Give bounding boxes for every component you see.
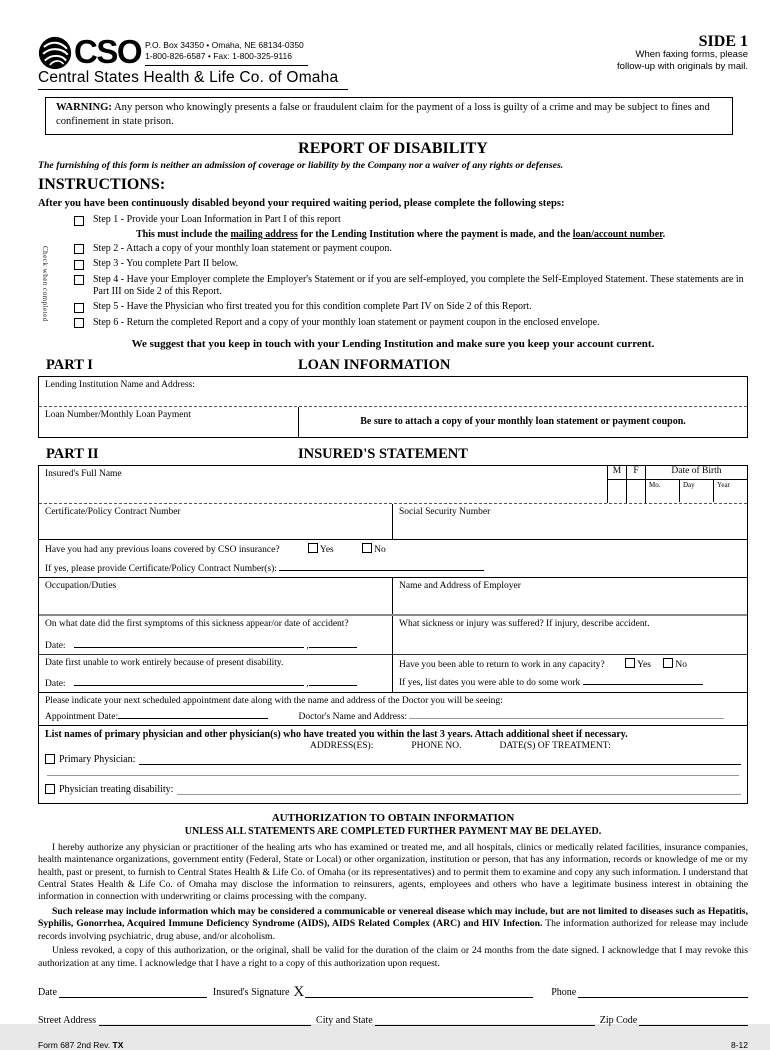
- part2-table: [38, 465, 748, 804]
- address-line-1: P.O. Box 34350 • Omaha, NE 68134-0350: [145, 40, 304, 50]
- step-2-row: [74, 243, 748, 255]
- part1-heading-row: [38, 357, 748, 374]
- address-line-2: 1-800-826-6587 • Fax: 1-800-325-9116: [145, 51, 292, 61]
- company-address: [145, 36, 308, 66]
- cso-logo: [38, 33, 348, 70]
- insured-name-label: Insured's Full Name: [45, 468, 122, 479]
- step-1-label: Step 1 - Provide your Loan Information in Part I of this report: [93, 214, 341, 225]
- dob-year-field[interactable]: [713, 480, 747, 502]
- communicable-disease-clause: Such release may include information which may be considered a communicable or venereal disease which may include, but are not limited to diseases such as Hepatitis, Syphilis, Gonorrhea, Acquired Immune Deficiency Syndrome (AIDS), AIDS Related Complex (ARC) and HIV Infection.: [38, 905, 748, 930]
- addresses-header: ADDRESS(ES):: [310, 740, 374, 751]
- return-work-yes-label: Yes: [637, 659, 651, 670]
- loan-number-label: Loan Number/Monthly Loan Payment: [45, 409, 191, 420]
- step-3-label: Step 3 - You complete Part II below.: [93, 258, 239, 270]
- step-1-row: [74, 214, 748, 226]
- return-work-no-label: No: [675, 659, 687, 670]
- male-column[interactable]: [607, 466, 626, 503]
- appointment-date-label: Appointment Date:: [45, 711, 119, 722]
- instructions-intro: After you have been continuously disabled beyond your required waiting period, please complete the following steps:: [38, 198, 565, 209]
- previous-loans-yes-checkbox[interactable]: [308, 543, 318, 553]
- certificate-number-field[interactable]: [39, 504, 393, 539]
- previous-loans-question: Have you had any previous loans covered by CSO insurance?: [45, 544, 280, 555]
- step-3-checkbox[interactable]: [74, 260, 84, 270]
- dob-month-label: Mo.: [649, 480, 661, 489]
- symptoms-date-field[interactable]: [74, 637, 304, 648]
- lending-institution-field[interactable]: [39, 377, 747, 407]
- primary-physician-line: [45, 754, 741, 765]
- certificate-number-label: Certificate/Policy Contract Number: [45, 506, 181, 517]
- signature-date-field[interactable]: [59, 986, 207, 998]
- work-dates-field[interactable]: [583, 674, 703, 685]
- dob-day-field[interactable]: [679, 480, 713, 502]
- city-state-field[interactable]: [375, 1015, 595, 1026]
- physician-extra-line[interactable]: [47, 774, 739, 776]
- part1-title: LOAN INFORMATION: [298, 356, 451, 373]
- dob-day-label: Day: [683, 480, 695, 489]
- step-6-checkbox[interactable]: [74, 318, 84, 328]
- doctor-name-field[interactable]: [409, 708, 724, 719]
- symptoms-date-cell: [39, 616, 393, 654]
- loan-account-number-underlined: loan/account number: [572, 228, 663, 240]
- step-1-note-pre: This must include the: [136, 228, 231, 240]
- logo-text: CSO: [74, 33, 142, 70]
- date-label: Date: [38, 986, 57, 998]
- step-6-label: Step 6 - Return the completed Report and a copy of your monthly loan statement or payment coupon in the enclosed envelope.: [93, 316, 600, 328]
- form-header: [38, 33, 748, 90]
- authorization-title: AUTHORIZATION TO OBTAIN INFORMATION: [271, 811, 515, 824]
- mailing-address-underlined: mailing address: [230, 228, 298, 240]
- physicians-instruction: List names of primary physician and other physician(s) who have treated you within the last 3 years. Attach additional sheet if necessary.: [45, 728, 628, 740]
- previous-loans-no-label: No: [374, 544, 386, 555]
- primary-physician-label: Primary Physician:: [59, 753, 136, 765]
- unable-work-date-field[interactable]: [74, 675, 304, 686]
- previous-loans-row: [39, 540, 747, 578]
- revision-date: 8-12: [730, 1039, 748, 1050]
- step-1-checkbox[interactable]: [74, 216, 84, 226]
- step-4-row: [74, 274, 748, 298]
- authorization-paragraph-2: [38, 906, 748, 943]
- form-number: Form 687 2nd Rev.: [38, 1039, 111, 1050]
- keep-account-current-note: We suggest that you keep in touch with your Lending Institution and make sure you keep your account current.: [131, 337, 655, 350]
- previous-loans-no-checkbox[interactable]: [362, 543, 372, 553]
- step-4-label: Step 4 - Have your Employer complete the Employer's Statement or if you are self-employed, you complete the Self-Employed Statement. These statements are in Part III on Side 2 of this Report.: [93, 273, 744, 297]
- side-label: SIDE 1: [698, 33, 748, 50]
- instructions-heading: INSTRUCTIONS:: [38, 176, 166, 193]
- step-5-checkbox[interactable]: [74, 303, 84, 313]
- step-6-row: [74, 317, 748, 329]
- form-subtitle: The furnishing of this form is neither an admission of coverage or liability by the Company nor a waiver of any rights or defenses.: [38, 160, 564, 171]
- symptoms-year-field[interactable]: [309, 637, 357, 648]
- step-4-checkbox[interactable]: [74, 275, 84, 285]
- authorization-paragraph-3: Unless revoked, a copy of this authorization, or the original, shall be valid for the duration of the claim or 24 months from the date signed. I acknowledge that I may revoke this authorization at any time. I acknowledge that I have a right to a copy of this authorization upon request.: [38, 945, 748, 969]
- dob-label: Date of Birth: [646, 466, 747, 480]
- treating-physician-label: Physician treating disability:: [59, 783, 174, 795]
- lending-institution-label: Lending Institution Name and Address:: [45, 379, 195, 390]
- treating-physician-line: [45, 784, 741, 795]
- primary-physician-checkbox[interactable]: [45, 754, 55, 764]
- previous-loans-yes-label: Yes: [319, 544, 334, 555]
- warning-label: WARNING:: [56, 102, 112, 113]
- return-work-no-checkbox[interactable]: [663, 658, 673, 668]
- symptoms-question: On what date did the first symptoms of this sickness appear/or date of accident?: [45, 618, 349, 629]
- doctor-name-label: Doctor's Name and Address:: [298, 711, 408, 722]
- sickness-question: What sickness or injury was suffered? If injury, describe accident.: [399, 618, 650, 629]
- fax-note-line-1: When faxing forms, please: [635, 49, 748, 60]
- street-address-field[interactable]: [99, 1015, 311, 1026]
- phone-label: Phone: [551, 986, 577, 998]
- treating-physician-checkbox[interactable]: [45, 784, 55, 794]
- step-5-label: Step 5 - Have the Physician who first treated you for this condition complete Part IV on Side 2 of this Report.: [93, 301, 532, 313]
- company-name: Central States Health & Life Co. of Omaha: [38, 68, 348, 90]
- dob-column: [645, 466, 747, 503]
- occupation-field[interactable]: [39, 578, 393, 614]
- warning-text: Any person who knowingly presents a false or fraudulent claim for the payment of a loss is guilty of a crime and may be subject to fines and confinement in state prison.: [56, 102, 710, 127]
- authorization-subtitle: UNLESS ALL STATEMENTS ARE COMPLETED FURTHER PAYMENT MAY BE DELAYED.: [184, 825, 602, 837]
- attach-coupon-note: Be sure to attach a copy of your monthly loan statement or payment coupon.: [360, 416, 686, 428]
- step-2-checkbox[interactable]: [74, 244, 84, 254]
- insured-signature-label: Insured's Signature: [212, 986, 290, 998]
- part1-table: [38, 376, 748, 438]
- form-state: TX: [112, 1039, 124, 1050]
- previous-certificate-numbers-field[interactable]: [279, 560, 484, 571]
- male-label: M: [608, 466, 626, 480]
- part2-title: INSURED'S STATEMENT: [298, 445, 468, 462]
- unable-work-label: Date first unable to work entirely because of present disability.: [45, 657, 284, 668]
- step-2-label: Step 2 - Attach a copy of your monthly loan statement or payment coupon.: [93, 242, 392, 254]
- step-1-note-mid: for the Lending Institution where the payment is made, and the: [297, 228, 573, 240]
- part2-heading: PART II: [46, 445, 99, 462]
- female-column[interactable]: [626, 466, 645, 503]
- fax-note-line-2: follow-up with originals by mail.: [617, 61, 748, 72]
- insured-name-field[interactable]: [39, 466, 607, 503]
- unable-work-year-field[interactable]: [309, 675, 357, 686]
- date-comma-2: ,: [306, 678, 309, 689]
- physicians-row: [39, 726, 747, 803]
- step-3-row: [74, 258, 748, 270]
- dob-year-label: Year: [717, 480, 730, 489]
- step-1-note: [136, 229, 748, 240]
- part1-heading: PART I: [46, 356, 93, 373]
- signature-x-mark: X: [293, 983, 305, 1000]
- treatment-dates-header: DATE(S) OF TREATMENT:: [499, 740, 611, 751]
- appointment-date-field[interactable]: [118, 708, 268, 719]
- if-yes-dates-label: If yes, list dates you were able to do some work: [399, 677, 581, 688]
- occupation-label: Occupation/Duties: [45, 580, 117, 591]
- part2-heading-row: [38, 446, 748, 463]
- sex-dob-table: [607, 466, 747, 503]
- employer-label: Name and Address of Employer: [399, 580, 521, 591]
- authorization-paragraph-1: I hereby authorize any physician or practitioner of the healing arts who has examined or treated me, and all hospitals, clinics or medically related facilities, insurance companies, health maintenance organizations, government entity (Federal, State or Local) or other organization, institution or person, that has any information, records or knowledge of me or my health, past or present, to furnish to Central States Health & Life Co. of Omaha (or its representatives) and to permit them to examine and copy any such information. I understand that Central States Health & Life Co. of Omaha may disclose the information to reinsurers, agents, employees and others who have a legitimate business interest in obtaining the information in connection with underwriting or claims processing with the company.: [38, 841, 748, 903]
- phone-field[interactable]: [578, 986, 748, 998]
- if-yes-certificate-label: If yes, please provide Certificate/Policy Contract Number(s):: [45, 563, 277, 574]
- unable-work-cell: [39, 655, 393, 692]
- cso-logo-icon: [38, 36, 72, 70]
- signature-row: [38, 983, 748, 1000]
- street-address-label: Street Address: [38, 1014, 97, 1026]
- step-5-row: [74, 301, 748, 313]
- authorization-paragraph-2-rest: The information authorized for release may include records involving psychiatric, drug abuse, and/or alcoholism.: [38, 918, 748, 942]
- zip-code-field[interactable]: [639, 1015, 748, 1026]
- form-title: REPORT OF DISABILITY: [298, 140, 488, 157]
- ssn-field[interactable]: [393, 504, 747, 539]
- appointment-note: Please indicate your next scheduled appointment date along with the name and address of the Doctor you will be seeing:: [45, 695, 503, 706]
- primary-physician-field[interactable]: [139, 754, 741, 765]
- return-work-question: Have you been able to return to work in any capacity?: [399, 659, 605, 670]
- step-1-note-post: .: [662, 228, 666, 240]
- zip-code-label: Zip Code: [599, 1014, 638, 1026]
- phone-header: PHONE NO.: [411, 740, 462, 751]
- loan-number-field[interactable]: [39, 407, 299, 437]
- insured-signature-field[interactable]: [305, 986, 533, 998]
- steps-list: [41, 214, 748, 329]
- unable-work-date-label: Date:: [45, 678, 66, 689]
- date-comma: ,: [306, 640, 309, 651]
- form-footer: [38, 1040, 748, 1050]
- return-work-cell: [393, 655, 747, 692]
- sickness-description-field[interactable]: [393, 616, 747, 654]
- employer-field[interactable]: [393, 578, 747, 614]
- city-state-label: City and State: [316, 1014, 373, 1026]
- check-when-completed-label: Check when completed: [41, 246, 49, 322]
- female-label: F: [627, 466, 645, 480]
- return-work-yes-checkbox[interactable]: [625, 658, 635, 668]
- dob-month-field[interactable]: [646, 480, 679, 502]
- ssn-label: Social Security Number: [399, 506, 491, 517]
- appointment-row: [39, 693, 747, 726]
- treating-physician-field[interactable]: [177, 784, 741, 795]
- warning-box: [45, 97, 733, 135]
- address-row: [38, 1015, 748, 1026]
- symptoms-date-label: Date:: [45, 640, 66, 651]
